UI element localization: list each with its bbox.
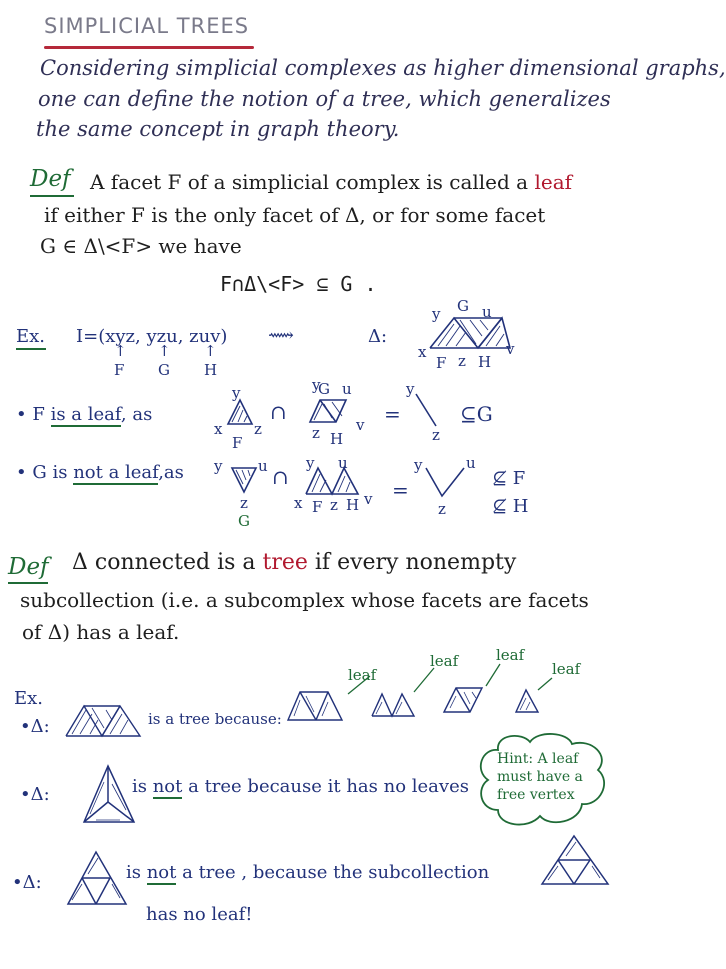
bf-equals: = [384,402,401,426]
ex2-item3-line [126,862,489,883]
bg-equals: = [392,478,409,502]
def1-line-1-text: A facet F of a simplicial complex is called a [90,170,535,194]
ex2-item2-line [132,776,469,797]
bullet-g-underlined: not a leaf [73,462,159,483]
ex2-item2-post: a tree because it has no leaves [182,776,469,797]
ex1-delta: Δ: [368,326,388,347]
bg-z: z [240,494,248,512]
ex2-item2-pre: is [132,776,153,797]
bg-u2: u [338,454,348,472]
ex1-squiggle-arrow: ⟿ [268,325,294,346]
leaf-label-1: leaf [348,666,377,684]
ex2-item3-line-2: has no leaf! [146,904,253,925]
ex1-face-h: H [478,353,492,371]
bf-f-label: F [232,434,243,452]
intro-line-2: one can define the notion of a tree, which generalizes [38,87,611,111]
ex1-sub-g: G [158,361,170,379]
ex2-label: Ex. [14,688,44,709]
bg-v: v [364,490,373,508]
def2-line-3: of Δ) has a leaf. [22,620,180,644]
ex1-ideal: I=(xyz, yzu, zuv) [76,326,228,347]
bf-z3: z [432,426,440,444]
ex1-sub-f: F [114,361,125,379]
ex1-label: Ex. [16,326,46,347]
bullet-g-pre: G is [32,462,74,483]
def1-line-1 [90,170,572,194]
ex2-item3-pre: is [126,862,147,883]
bg-g-label: G [238,512,250,530]
ex1-vertex-y: y [432,305,441,323]
def1-line-3: G ∈ Δ\<F> we have [40,234,242,258]
def2-line-1a: Δ connected is a [72,550,263,575]
def2-line-2: subcollection (i.e. a subcomplex whose facets are facets [20,588,589,612]
bf-h-label: H [330,430,344,448]
intro-line-3: the same concept in graph theory. [36,117,400,141]
bg-notin-h: ⊈ H [492,496,529,517]
bf-x: x [214,420,223,438]
ex1-face-f: F [436,354,447,372]
bullet-g-dot: • [16,462,27,483]
bf-z2: z [312,424,320,442]
bf-cap: ∩ [270,400,287,424]
bf-g-label: G [318,380,330,398]
bullet-f-underlined: is a leaf [50,404,121,425]
leaf-label-2: leaf [430,652,459,670]
leaf-label-4: leaf [552,660,581,678]
def2-label: Def [8,554,49,580]
bullet-f-pre: F [32,404,51,425]
def2-line-1 [72,550,516,575]
def2-line-1b: if every nonempty [307,550,517,575]
bg-x: x [294,494,303,512]
title-underline [44,46,254,49]
page-title: SIMPLICIAL TREES [44,14,250,38]
bf-result: ⊆G [460,402,493,426]
ex2-item3-post: a tree , because the subcollection [176,862,490,883]
bg-cap: ∩ [272,465,289,489]
bg-y2: y [306,454,315,472]
def1-leaf-word: leaf [534,170,573,194]
bg-u3: u [466,454,476,472]
ex2-item1-delta: •Δ: [20,716,50,737]
ex1-vertex-u: u [482,303,492,321]
bf-y: y [232,384,241,402]
ex2-item1-text: is a tree because: [148,710,282,728]
ex2-item1-complex [62,700,152,744]
ex1-label-underline [16,348,46,350]
bf-v: v [356,416,365,434]
bullet-f-line [16,404,152,425]
bullet-f-dot: • [16,404,27,425]
def2-tree-word: tree [262,550,308,575]
bf-u: u [342,380,352,398]
ex2-item3-subcollection [538,832,614,890]
def1-label-underline [30,195,74,197]
ex2-item2-not: not [152,776,183,797]
bg-y3: y [414,456,423,474]
bg-h-label: H [346,496,360,514]
ex1-face-g: G [457,297,469,315]
bullet-g-line [16,462,184,483]
ex1-vertex-x: x [418,343,427,361]
bg-f-label: F [312,498,323,516]
def1-label: Def [30,166,71,192]
bg-z3: z [438,500,446,518]
def2-label-underline [8,582,48,584]
ex1-arrow-f: ↑ [114,342,127,360]
leaf-label-3: leaf [496,646,525,664]
bf-y2: y [312,376,321,394]
bullet-g-post: ,as [158,462,184,483]
ex2-item3-delta: •Δ: [12,872,42,893]
intro-line-1: Considering simplicial complexes as higher dimensional graphs, [40,56,726,80]
hint-text: Hint: A leaf must have a free vertex [497,751,583,803]
ex1-arrow-g: ↑ [158,342,171,360]
ex2-item2-delta: •Δ: [20,784,50,805]
def1-line-2: if either F is the only facet of Δ, or for some facet [44,203,546,227]
def1-formula: F∩Δ\<F> ⊆ G . [220,272,377,296]
ex1-arrow-h: ↑ [204,342,217,360]
ex2-item3-not: not [146,862,177,883]
bg-z2: z [330,496,338,514]
bg-notin-f: ⊈ F [492,468,526,489]
leaf-arrows [330,660,570,710]
ex1-vertex-v: v [506,340,515,358]
ex1-vertex-z: z [458,352,466,370]
bg-u: u [258,457,268,475]
ex2-item3-triangle [64,848,134,910]
bullet-f-post: , as [120,404,153,425]
bf-y3: y [406,380,415,398]
ex2-item2-triangle [80,762,140,828]
bf-z: z [254,420,262,438]
bg-y: y [214,457,223,475]
ex1-sub-h: H [204,361,218,379]
